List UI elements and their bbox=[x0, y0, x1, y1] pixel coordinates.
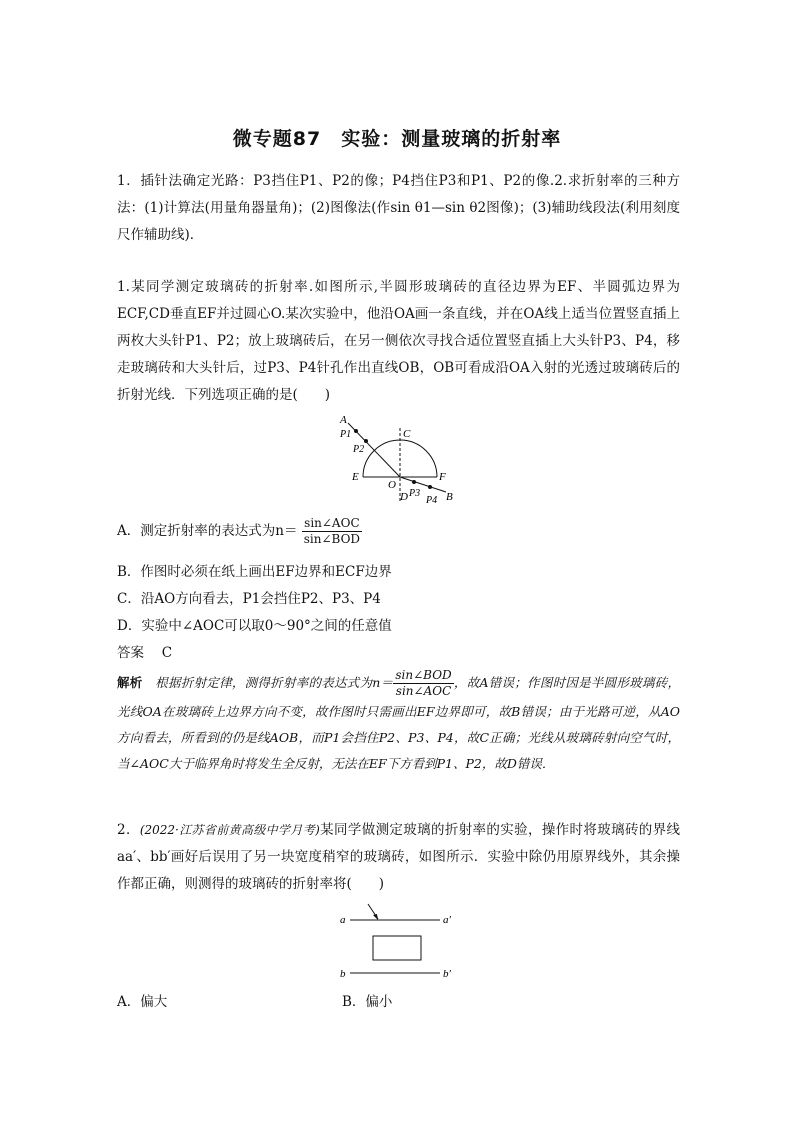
glass-brick-rect bbox=[373, 936, 421, 960]
label-c: C bbox=[403, 428, 411, 440]
q2-option-b: B．偏小 bbox=[342, 994, 393, 1010]
label-b: B bbox=[446, 491, 453, 503]
incident-arrow-head bbox=[373, 914, 378, 920]
q1-option-b: B．作图时必须在纸上画出EF边界和ECF边界 bbox=[117, 564, 392, 580]
q1-option-a-prefix: A．测定折射率的表达式为n＝ bbox=[117, 523, 298, 539]
q1-option-d: D．实验中∠AOC可以取0～90°之间的任意值 bbox=[117, 618, 392, 634]
page-title: 微专题87 实验：测量玻璃的折射率 bbox=[232, 128, 562, 150]
q1-option-a-fraction bbox=[302, 516, 362, 547]
label-b-lower: b bbox=[340, 968, 346, 980]
q1-option-c: C．沿AO方向看去，P1会挡住P2、P3、P4 bbox=[117, 591, 381, 607]
analysis-denominator: sin∠AOC bbox=[395, 684, 452, 698]
label-p4: P4 bbox=[426, 495, 438, 506]
label-a-lower: a bbox=[340, 914, 346, 926]
label-f: F bbox=[439, 471, 446, 483]
q2-number: 2． bbox=[117, 822, 140, 838]
q1-answer bbox=[117, 641, 172, 661]
label-p2: P2 bbox=[353, 444, 365, 455]
q1-stem: 1.某同学测定玻璃砖的折射率.如图所示,半圆形玻璃砖的直径边界为EF、半圆弧边界为ECF,CD垂直EF并过圆心O.某次实验中，他沿OA画一条直线，并在OA线上适当位置竖直插上两枚大头针P1、P2；放上玻璃砖后，在另一侧依次寻找合适位置竖直插上大头针P3、P4，移走玻璃砖和大头针后，过P3、P4针孔作出直线OB，OB可看成沿OA入射的光透过玻璃砖后的折射光线．下列选项正确的是( ) bbox=[117, 279, 680, 403]
analysis-rest: ，故A错误；作图时因是半圆形玻璃砖，光线OA在玻璃砖上边界方向不变，故作图时只需画出EF边界即可，故B错误；由于光路可逆，从AO方向看去，所看到的仍是线AOB，而P1会挡住P2、P3、P4，故C正确；光线从玻璃砖射向空气时，当∠AOC大于临界角时将发生全反射，无法在EF下方看到P1、P2，故D错误． bbox=[117, 675, 680, 771]
q2-source: (2022·江苏省前黄高级中学月考) bbox=[139, 823, 320, 837]
label-p3: P3 bbox=[409, 488, 421, 499]
label-o: O bbox=[388, 479, 396, 491]
q1-analysis bbox=[117, 668, 680, 777]
pin-p1 bbox=[354, 429, 358, 433]
answer-value: C bbox=[161, 645, 173, 661]
q2-figure bbox=[336, 900, 466, 984]
pin-p4 bbox=[428, 485, 432, 489]
label-e: E bbox=[352, 471, 359, 483]
analysis-label: 解析 bbox=[117, 675, 143, 690]
label-b-prime: b′ bbox=[443, 968, 451, 980]
q2-stem bbox=[117, 817, 680, 898]
analysis-numerator: sin∠BOD bbox=[395, 668, 452, 682]
pin-p3 bbox=[412, 480, 416, 484]
pin-p2 bbox=[364, 439, 368, 443]
q1-figure bbox=[320, 408, 470, 508]
q1-option-a bbox=[117, 516, 362, 547]
label-a-prime: a′ bbox=[443, 914, 451, 926]
analysis-pre: 根据折射定律，测得折射率的表达式为n＝ bbox=[155, 675, 394, 690]
answer-label: 答案 bbox=[117, 645, 144, 661]
label-d: D bbox=[400, 491, 408, 503]
label-a: A bbox=[340, 414, 347, 426]
q2-option-a: A．偏大 bbox=[117, 994, 168, 1010]
label-p1: P1 bbox=[340, 429, 352, 440]
q1-option-a-denominator: sin∠BOD bbox=[303, 532, 361, 546]
q1-option-a-numerator: sin∠AOC bbox=[302, 516, 362, 532]
analysis-fraction bbox=[393, 668, 453, 699]
intro-paragraph: 1．插针法确定光路：P3挡住P1、P2的像；P4挡住P3和P1、P2的像.2.求折射率的三种方法：(1)计算法(用量角器量角)；(2)图像法(作sin θ1—sin θ2图像)；(3)辅助线段法(利用刻度尺作辅助线)． bbox=[117, 173, 680, 243]
q2-text: 某同学做测定玻璃的折射率的实验，操作时将玻璃砖的界线aa′、bb′画好后误用了另一块宽度稍窄的玻璃砖，如图所示．实验中除仍用原界线外，其余操作都正确，则测得的玻璃砖的折射率将( ) bbox=[117, 822, 681, 892]
